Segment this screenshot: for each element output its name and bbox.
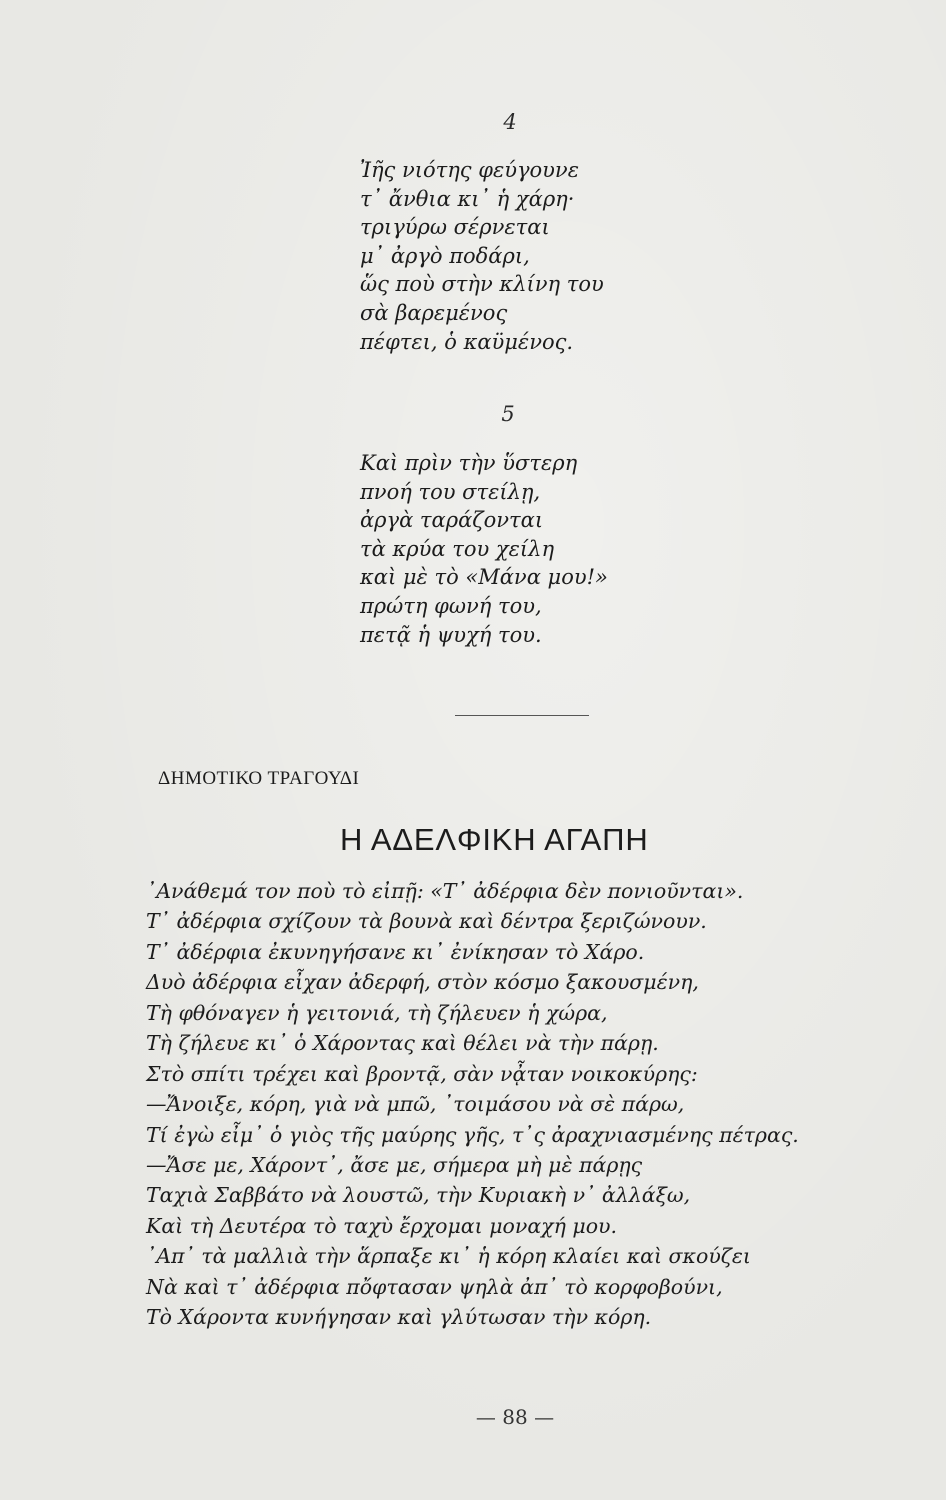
verse-line: πρώτη φωνή του, bbox=[360, 593, 542, 618]
verse-line: ᾿Απ᾽ τὰ μαλλιὰ τὴν ἅρπαξε κι᾽ ἡ κόρη κλαίει καὶ σκούζει bbox=[146, 1244, 751, 1269]
verse-line: καὶ μὲ τὸ «Μάνα μου!» bbox=[360, 565, 608, 590]
page-number: — 88 — bbox=[475, 1405, 555, 1429]
stanza-number-4: 4 bbox=[503, 110, 517, 134]
verse-line: Τὸ Χάροντα κυνήγησαν καὶ γλύτωσαν τὴν κόρη. bbox=[146, 1305, 652, 1330]
verse-line: πέφτει, ὁ καϋμένος. bbox=[360, 329, 574, 354]
verse-line: Τὴ ζήλευε κι᾽ ὁ Χάροντας καὶ θέλει νὰ τὴν πάρῃ. bbox=[146, 1031, 659, 1056]
verse-line: —Ἄνοιξε, κόρη, γιὰ νὰ μπῶ, ᾿τοιμάσου νὰ σὲ πάρω, bbox=[146, 1092, 685, 1117]
verse-line: Τὴ φθόναγεν ἡ γειτονιά, τὴ ζήλευεν ἡ χώρα, bbox=[146, 1000, 608, 1025]
verse-line: Καὶ πρὶν τὴν ὕστερη bbox=[360, 451, 578, 475]
verse-line: Τ᾽ ἀδέρφια σχίζουν τὰ βουνὰ καὶ δέντρα ξεριζώνουν. bbox=[146, 909, 707, 934]
verse-line: σὰ βαρεμένος bbox=[360, 300, 508, 325]
verse-line: τ᾽ ἄνθια κι᾽ ἡ χάρη· bbox=[360, 186, 575, 211]
verse-line: μ᾽ ἀργὸ ποδάρι, bbox=[360, 243, 530, 268]
verse-line: τὰ κρύα του χείλη bbox=[360, 536, 555, 561]
verse-line: Τ᾽ ἀδέρφια ἐκυνηγήσανε κι᾽ ἐνίκησαν τὸ Χάρο. bbox=[146, 939, 645, 964]
attribution-label: ΔΗΜΟΤΙΚΟ ΤΡΑΓΟΥΔΙ bbox=[158, 768, 360, 789]
verse-line: Ταχιὰ Σαββάτο νὰ λουστῶ, τὴν Κυριακὴ ν᾽ ἀλλάξω, bbox=[146, 1183, 691, 1208]
verse-line: Στὸ σπίτι τρέχει καὶ βροντᾷ, σὰν νᾆταν νοικοκύρης: bbox=[146, 1061, 698, 1086]
poem-stanza-5 bbox=[360, 449, 608, 649]
song-title: Η ΑΔΕΛΦΙΚΗ ΑΓΑΠΗ bbox=[340, 822, 649, 857]
verse-line: ὥς ποὺ στὴν κλίνη του bbox=[360, 272, 604, 297]
verse-line: ᾿Ανάθεμά τον ποὺ τὸ εἰπῇ: «Τ᾽ ἀδέρφια δὲν πονιοῦνται». bbox=[146, 879, 744, 903]
verse-line: —Ἄσε με, Χάροντ᾽, ἄσε με, σήμερα μὴ μὲ πάρῃς bbox=[146, 1152, 643, 1177]
verse-line: Τί ἐγὼ εἶμ᾽ ὁ γιὸς τῆς μαύρης γῆς, τ᾽ς ἀραχνιασμένης πέτρας. bbox=[146, 1122, 799, 1147]
section-divider bbox=[455, 715, 589, 716]
song-text bbox=[146, 876, 799, 1333]
verse-line: Ἰῆς νιότης φεύγουνε bbox=[360, 158, 579, 182]
verse-line: Δυὸ ἀδέρφια εἶχαν ἀδερφή, στὸν κόσμο ξακουσμένη, bbox=[146, 970, 699, 995]
poem-stanza-4 bbox=[360, 156, 604, 356]
verse-line: Καὶ τὴ Δευτέρα τὸ ταχὺ ἔρχομαι μοναχή μου. bbox=[146, 1213, 618, 1238]
verse-line: πνοή του στείλῃ, bbox=[360, 479, 541, 504]
stanza-number-5: 5 bbox=[501, 402, 515, 426]
verse-line: τριγύρω σέρνεται bbox=[360, 215, 550, 240]
verse-line: Νὰ καὶ τ᾽ ἀδέρφια πὄφτασαν ψηλὰ ἀπ᾽ τὸ κορφοβούνι, bbox=[146, 1274, 723, 1299]
verse-line: πετᾷ ἡ ψυχή του. bbox=[360, 622, 542, 647]
verse-line: ἀργὰ ταράζονται bbox=[360, 508, 544, 533]
